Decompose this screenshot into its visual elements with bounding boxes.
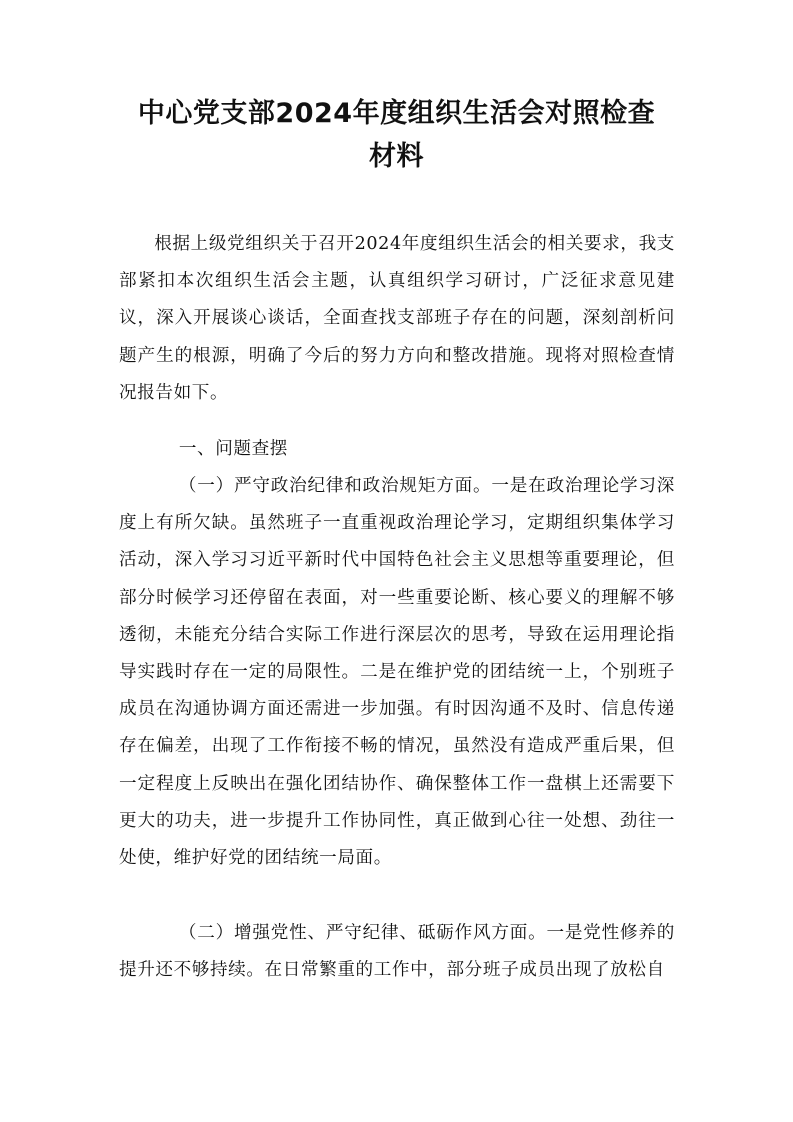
intro-paragraph: 根据上级党组织关于召开2024年度组织生活会的相关要求，我支部紧扣本次组织生活会主题，认真组织学习研讨，广泛征求意见建议，深入开展谈心谈话，全面查找支部班子存在的问题，深刻剖析问题产生的根源，明确了今后的努力方向和整改措施。现将对照检查情况报告如下。 [119,234,675,403]
document-title [110,92,683,178]
section-item-party-spirit: （二）增强党性、严守纪律、砥砺作风方面。一是党性修养的提升还不够持续。在日常繁重的工作中，部分班子成员出现了放松自 [119,923,675,981]
title-line-2: 材料 [369,141,424,172]
section-heading-problem-review: 一、问题查摆 [178,439,288,459]
title-line-1: 中心党支部2024年度组织生活会对照检查 [137,98,656,129]
section-item-political-discipline: （一）严守政治纪律和政治规矩方面。一是在政治理论学习深度上有所欠缺。虽然班子一直重视政治理论学习，定期组织集体学习活动，深入学习习近平新时代中国特色社会主义思想等重要理论，但部分时候学习还停留在表面，对一些重要论断、核心要义的理解不够透彻，未能充分结合实际工作进行深层次的思考，导致在运用理论指导实践时存在一定的局限性。二是在维护党的团结统一上，个别班子成员在沟通协调方面还需进一步加强。有时因沟通不及时、信息传递存在偏差，出现了工作衔接不畅的情况，虽然没有造成严重后果，但一定程度上反映出在强化团结协作、确保整体工作一盘棋上还需要下更大的功夫，进一步提升工作协同性，真正做到心往一处想、劲往一处使，维护好党的团结统一局面。 [119,476,675,869]
